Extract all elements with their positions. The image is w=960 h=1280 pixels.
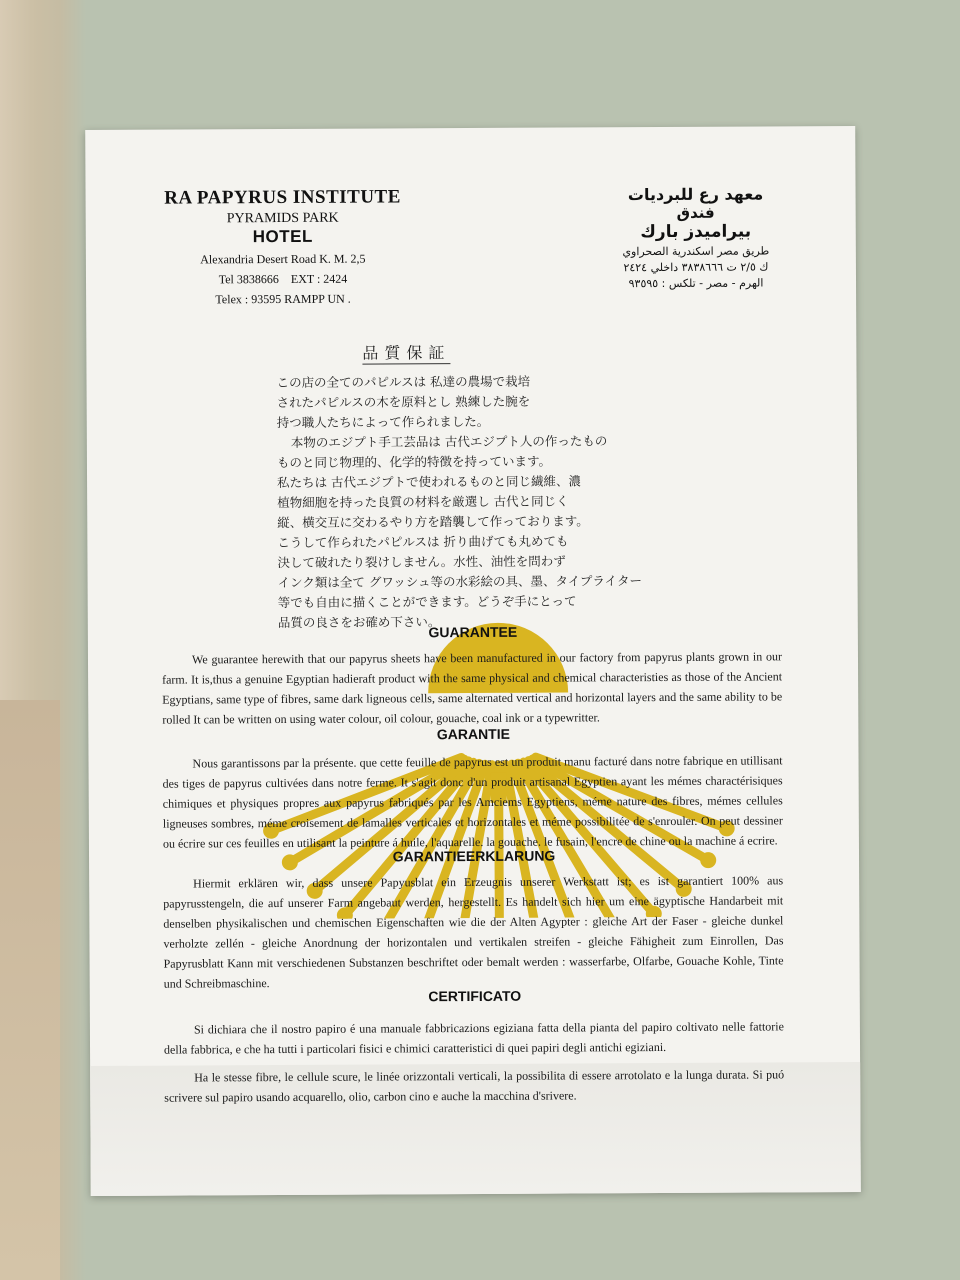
arabic-line-1: معهد رع للبرديات <box>627 184 764 205</box>
certificato-title: CERTIFICATO <box>428 987 522 1005</box>
japanese-line: 等でも自由に描くことができます。どうぞ手にとって <box>277 593 577 611</box>
japanese-line: この店の全てのパピルスは 私達の農場で栽培 <box>276 373 531 391</box>
japanese-line: されたパピルスの木を原料とし 熟練した腕を <box>276 393 531 411</box>
papyrus-background-lower <box>0 700 60 1280</box>
japanese-text <box>276 371 717 633</box>
arabic-line-2: فندق <box>676 203 715 222</box>
arabic-line-6: الهرم - مصر - تلكس : ٩٣٥٩٥ <box>628 276 764 291</box>
telex-line: Telex : 93595 RAMPP UN . <box>215 291 351 307</box>
garantieerklarung-title: GARANTIEERKLARUNG <box>392 847 556 865</box>
garantieerklarung-text-body: Hiermit erklären wir, dass unsere Papyusblat ein Erzeugnis unserer Werkstatt ist; es ist garantiert 100% aus papyrusstengeln, die auf unserer Farm angebaut werden, hergestellt. Es handelt sich hier um eine ägyptische Handarbeit mit denselben physikalischen und chemischen Eigenschaften wie die der Alten Agypter : gleiche Art der Faser - gleiche dunkel verholzte zellén - gleiche Anordnung der horizontalen und vertikalen streifen - gleiche Fähigheit zum Einrollen, Das Papyrusblatt Kann mit verschiedenen Substanzen beschriftet oder bemalt werden : wasserfarbe, Olfarbe, Gouache Kohle, Tinte und Schreibmaschine. <box>163 873 784 991</box>
guarantee-text-body: We guarantee herewith that our papyrus sheets have been manufactured in our factory from papyrus plants grown in our farm. It is,thus a genuine Egyptian hadieraft product with the same physical and chemical characteristies as those of the Ancient Egyptians, same type of fibres, same dark ligneous cells, same alternated vertical and horizontal layers and the same ability to be rolled It can be written on using water colour, oil colour, gouache, coal ink or a typewritter. <box>162 649 783 727</box>
header-left <box>138 186 429 308</box>
tel-line: Tel 3838666 EXT : 2424 <box>218 271 348 287</box>
japanese-line: インク類は全て グワッシュ等の水彩絵の具、墨、タイプライター <box>277 573 642 591</box>
japanese-line: 私たちは 古代エジプトで使われるものと同じ繊維、濃 <box>277 473 582 491</box>
japanese-line: 品質の良さをお確め下さい。 <box>277 614 441 631</box>
garantie-text <box>162 750 783 853</box>
header-right-arabic <box>576 184 817 290</box>
institute-subtitle: PYRAMIDS PARK <box>226 210 339 227</box>
japanese-line: 植物細胞を持った良質の材料を厳選し 古代と同じく <box>277 493 569 511</box>
hotel-label: HOTEL <box>252 226 313 247</box>
guarantee-title: GUARANTEE <box>428 623 518 641</box>
japanese-line: 縦、横交互に交わるやり方を踏襲して作っております。 <box>277 513 589 531</box>
certificate-sheet <box>85 126 861 1196</box>
japanese-line: 持つ職人たちによって作られました。 <box>276 413 490 431</box>
garantieerklarung-text <box>163 870 784 993</box>
garantie-text-body: Nous garantissons par la présente. que cette feuille de papyrus est un produit manu facturé dans notre fabrique en utillisant des tiges de papyrus cultivées dans notre ferme. It s'agit donc d'un produit artisanal Egyptien ayant les mémes charactérisiques chimiques et physiques propres aux papyrus fabriqués par les Amciems Egyptiens, méme nature des fibres, mémes cellules ligneuses sombres, méme croisement de lamalles verticales et horizontales et méme possibilitée de s'enrouler. On peut dessiner ou écrire sur ces feuilles en utilisant la peinture á huile, l'aquarelle. la gouache. le fusain, l'encre de chine ou la machine á ecrire. <box>162 753 783 851</box>
certificato-text-1 <box>164 1016 784 1059</box>
japanese-line: 本物のエジプト手工芸品は 古代エジプト人の作ったもの <box>290 433 608 450</box>
japanese-title: 品質保証 <box>362 340 450 364</box>
arabic-line-4: طريق مصر اسكندرية الصحراوي <box>622 244 770 259</box>
certificato-text-1-body: Si dichiara che il nostro papiro é una manuale fabbricazions egiziana fatta della pianta del papiro coltivato nelle fattorie della fabbrica, e che ha tutti i particolari fisici e chimici caratteristici di quei papiri degli antichi egiziani. <box>163 1019 784 1057</box>
certificato-text-2 <box>164 1064 784 1107</box>
japanese-line: 決して破れたり裂けしません。水性、油性を問わず <box>277 553 566 571</box>
guarantee-text <box>162 646 782 729</box>
certificato-text-2-body: Ha le stesse fibre, le cellule scure, le linée orizzontali verticali, la possibilita di essere arrotolato e la lunga durata. Si puó scrivere sul papiro usando acquarello, olio, carbon cino e auche la macchina d'srivere. <box>164 1067 785 1105</box>
japanese-line: こうして作られたパピルスは 折り曲げても丸めても <box>277 533 569 551</box>
arabic-line-5: ك ٢/٥ ت ٣٨٣٨٦٦٦ داخلي ٢٤٢٤ <box>623 260 769 275</box>
garantie-title: GARANTIE <box>436 725 510 743</box>
address-line: Alexandria Desert Road K. M. 2,5 <box>200 251 366 267</box>
arabic-line-3: بيراميدز بارك <box>640 221 752 243</box>
institute-title: RA PAPYRUS INSTITUTE <box>164 186 401 209</box>
japanese-line: ものと同じ物理的、化学的特徴を持っています。 <box>276 453 552 471</box>
